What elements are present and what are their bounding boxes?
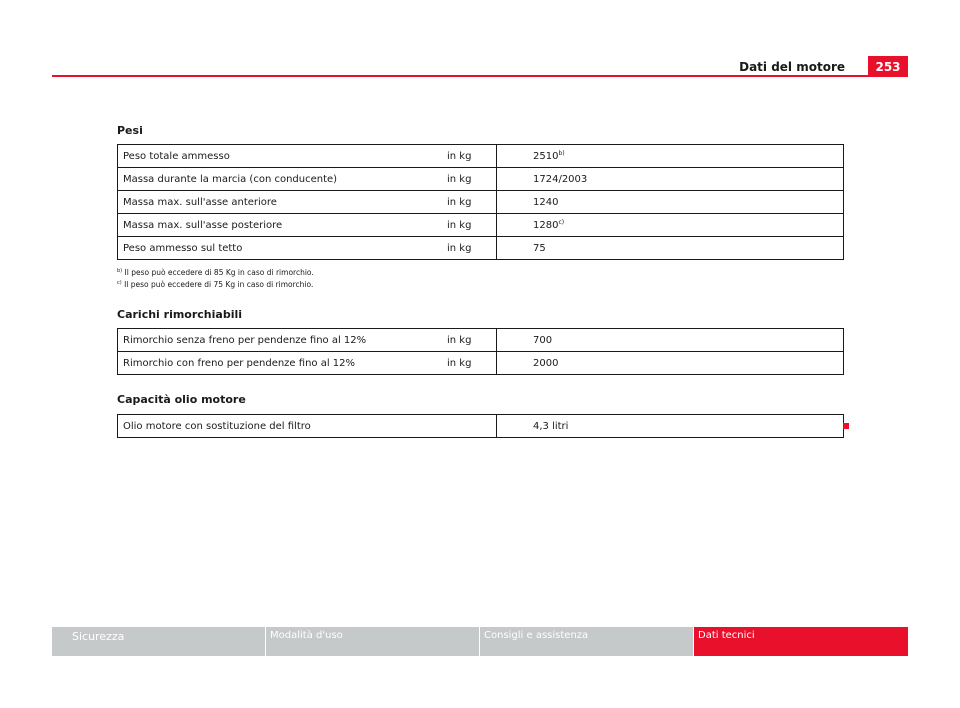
- row-unit: in kg: [442, 214, 497, 237]
- row-label: Rimorchio senza freno per pendenze fino al 12%: [118, 329, 443, 352]
- footnote-b: $^{b)}$ Il peso può eccedere di 85 Kg in caso di rimorchio.: [117, 268, 314, 277]
- nav-tab-consigli-assistenza[interactable]: Consigli e assistenza: [480, 627, 694, 656]
- nav-tab-sicurezza[interactable]: Sicurezza: [52, 627, 266, 656]
- table-row: [118, 415, 844, 438]
- oil-table: [117, 414, 844, 438]
- row-value: 1724/2003: [497, 168, 844, 191]
- row-value: 1280$^{c)}$: [497, 214, 844, 237]
- section-end-square-icon: [843, 423, 849, 429]
- section-title-oil: Capacità olio motore: [117, 393, 246, 406]
- chapter-title: Dati del motore: [739, 60, 845, 74]
- row-unit: [442, 415, 497, 438]
- row-unit: in kg: [442, 237, 497, 260]
- row-label: Peso totale ammesso: [118, 145, 443, 168]
- row-unit: in kg: [442, 191, 497, 214]
- table-row: [118, 329, 844, 352]
- row-value: 2510$^{b)}$: [497, 145, 844, 168]
- row-value: 1240: [497, 191, 844, 214]
- weights-table: [117, 144, 844, 260]
- row-unit: in kg: [442, 352, 497, 375]
- row-label: Olio motore con sostituzione del filtro: [118, 415, 443, 438]
- nav-tab-modalita-uso[interactable]: Modalità d'uso: [266, 627, 480, 656]
- row-label: Massa durante la marcia (con conducente): [118, 168, 443, 191]
- header-rule: [52, 75, 908, 77]
- table-row: [118, 191, 844, 214]
- footnotes: [117, 266, 314, 290]
- table-row: [118, 237, 844, 260]
- section-title-weights: Pesi: [117, 124, 143, 137]
- section-title-trailer: Carichi rimorchiabili: [117, 308, 243, 321]
- row-unit: in kg: [442, 168, 497, 191]
- row-value: 700: [497, 329, 844, 352]
- page-number: 253: [868, 56, 908, 77]
- footnote-c: $^{c)}$ Il peso può eccedere di 75 Kg in caso di rimorchio.: [117, 280, 314, 289]
- row-value: 75: [497, 237, 844, 260]
- row-label: Massa max. sull'asse posteriore: [118, 214, 443, 237]
- trailer-table: [117, 328, 844, 375]
- footnote-ref: b): [558, 150, 565, 157]
- row-label: Massa max. sull'asse anteriore: [118, 191, 443, 214]
- nav-tab-dati-tecnici[interactable]: Dati tecnici: [694, 627, 908, 656]
- row-label: Rimorchio con freno per pendenze fino al 12%: [118, 352, 443, 375]
- table-row: [118, 352, 844, 375]
- row-unit: in kg: [442, 329, 497, 352]
- footnote-ref: c): [558, 219, 565, 226]
- table-row: [118, 145, 844, 168]
- row-value: 4,3 litri: [497, 415, 844, 438]
- table-row: [118, 214, 844, 237]
- row-label: Peso ammesso sul tetto: [118, 237, 443, 260]
- row-unit: in kg: [442, 145, 497, 168]
- table-row: [118, 168, 844, 191]
- chapter-nav: [52, 627, 908, 656]
- row-value: 2000: [497, 352, 844, 375]
